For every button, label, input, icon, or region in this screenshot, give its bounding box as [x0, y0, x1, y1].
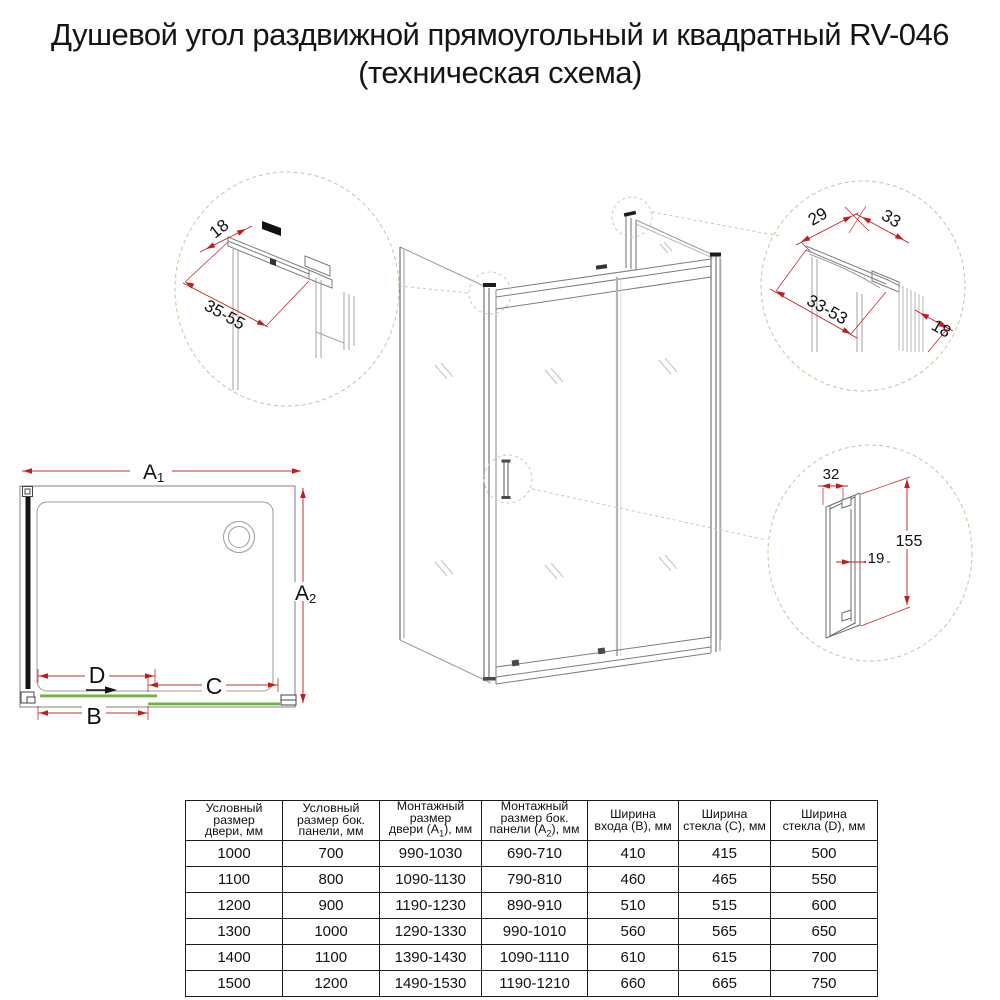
table-cell: 1300 — [186, 919, 283, 945]
right-profile — [710, 253, 721, 653]
detail-handle-dimensions — [818, 477, 910, 626]
detail-wall-profile-section — [761, 181, 965, 391]
table-cell: 660 — [588, 971, 679, 997]
table-cell: 1190-1230 — [380, 893, 482, 919]
title-line2: (техническая схема) — [358, 55, 642, 90]
table-cell: 565 — [679, 919, 771, 945]
table-cell: 1390-1430 — [380, 945, 482, 971]
glass-edge-lines — [233, 249, 354, 390]
wall-profile-lines — [806, 246, 900, 292]
col-header-glass-c: Ширина стекла (C), мм — [679, 801, 771, 841]
table-header-row — [186, 801, 878, 841]
dim-label-155: 155 — [895, 533, 923, 550]
dim-label-c: C — [205, 673, 223, 699]
table-cell: 610 — [588, 945, 679, 971]
bottom-rail — [496, 637, 711, 684]
door-divider — [617, 277, 621, 656]
table-cell: 900 — [283, 893, 380, 919]
table-cell: 990-1010 — [482, 919, 588, 945]
dim-label-33-53: 33-53 — [803, 290, 851, 329]
dim-label-b: B — [86, 703, 102, 729]
detail-handle — [768, 445, 972, 661]
table-cell: 1200 — [283, 971, 380, 997]
dim-label-18-top: 18 — [205, 215, 233, 243]
table-cell: 1200 — [186, 893, 283, 919]
main-isometric-view — [399, 197, 779, 684]
plan-dimensions — [22, 471, 303, 720]
table-cell: 460 — [588, 867, 679, 893]
roller-clip — [270, 258, 276, 266]
table-cell: 515 — [679, 893, 771, 919]
handle-profile-lines — [826, 493, 860, 638]
dim-label-d: D — [88, 662, 106, 688]
plan-side-glass — [26, 492, 31, 689]
plan-view — [20, 461, 328, 729]
dim-label-18-right: 18 — [928, 315, 955, 342]
col-header-glass-d: Ширина стекла (D), мм — [771, 801, 878, 841]
table-cell: 550 — [771, 867, 878, 893]
table-cell: 1000 — [186, 841, 283, 867]
table-cell: 510 — [588, 893, 679, 919]
dim-label-a2: A2 — [295, 582, 317, 606]
table-cell: 500 — [771, 841, 878, 867]
table-cell: 410 — [588, 841, 679, 867]
table-cell: 650 — [771, 919, 878, 945]
table-cell: 415 — [679, 841, 771, 867]
door-handle — [502, 460, 511, 500]
dim-label-29: 29 — [804, 203, 831, 230]
roller-block — [262, 221, 281, 236]
table-cell: 1190-1210 — [482, 971, 588, 997]
shower-tray — [37, 502, 273, 691]
table-cell: 790-810 — [482, 867, 588, 893]
side-panel — [400, 247, 491, 683]
plan-glass-door-1 — [40, 695, 157, 698]
callout-circles — [399, 197, 779, 540]
plan-glass-door-2 — [148, 703, 280, 706]
table-cell: 750 — [771, 971, 878, 997]
glass-reflections — [435, 242, 677, 579]
table-cell: 465 — [679, 867, 771, 893]
table-cell: 800 — [283, 867, 380, 893]
table-cell: 1090-1130 — [380, 867, 482, 893]
table-cell: 615 — [679, 945, 771, 971]
drain-inner — [229, 527, 250, 548]
top-rail — [496, 259, 711, 309]
table-cell: 665 — [679, 971, 771, 997]
title-line1: Душевой угол раздвижной прямоугольный и квадратный RV-046 — [50, 17, 950, 52]
table-cell: 890-910 — [482, 893, 588, 919]
size-spec-table — [185, 800, 878, 997]
col-header-door-mount: Монтажный размер двери $(A_1)$, мм — [380, 801, 482, 841]
table-cell: 600 — [771, 893, 878, 919]
table-cell: 700 — [283, 841, 380, 867]
table-cell: 1090-1110 — [482, 945, 588, 971]
table-cell: 1100 — [283, 945, 380, 971]
table-row — [186, 893, 878, 919]
table-cell: 1500 — [186, 971, 283, 997]
table-cell: 1400 — [186, 945, 283, 971]
dim-label-35-55: 35-55 — [201, 295, 249, 334]
col-header-panel-mount: Монтажный размер бок. панели $(A_2)$, мм — [482, 801, 588, 841]
col-header-entry-width: Ширина входа (B), мм — [588, 801, 679, 841]
col-header-door-size: Условный размер двери, мм — [186, 801, 283, 841]
dim-label-33: 33 — [878, 205, 905, 232]
table-cell: 1290-1330 — [380, 919, 482, 945]
plan-corner-brackets — [21, 487, 296, 706]
table-row — [186, 945, 878, 971]
table-cell: 700 — [771, 945, 878, 971]
col-header-panel-size: Условный размер бок. панели, мм — [283, 801, 380, 841]
plan-outline — [20, 486, 295, 707]
dim-label-a1: A1 — [143, 461, 165, 485]
table-row — [186, 971, 878, 997]
table-row — [186, 841, 878, 867]
dim-label-32: 32 — [822, 466, 840, 483]
table-cell: 1490-1530 — [380, 971, 482, 997]
table-cell: 560 — [588, 919, 679, 945]
table-cell: 690-710 — [482, 841, 588, 867]
table-cell: 1000 — [283, 919, 380, 945]
dim-label-19: 19 — [867, 550, 885, 567]
detail-top-rail-section — [175, 172, 399, 406]
table-cell: 990-1030 — [380, 841, 482, 867]
rear-wall-profile — [624, 211, 721, 640]
table-row — [186, 867, 878, 893]
left-wall-profile — [483, 283, 496, 681]
table-row — [186, 919, 878, 945]
table-cell: 1100 — [186, 867, 283, 893]
